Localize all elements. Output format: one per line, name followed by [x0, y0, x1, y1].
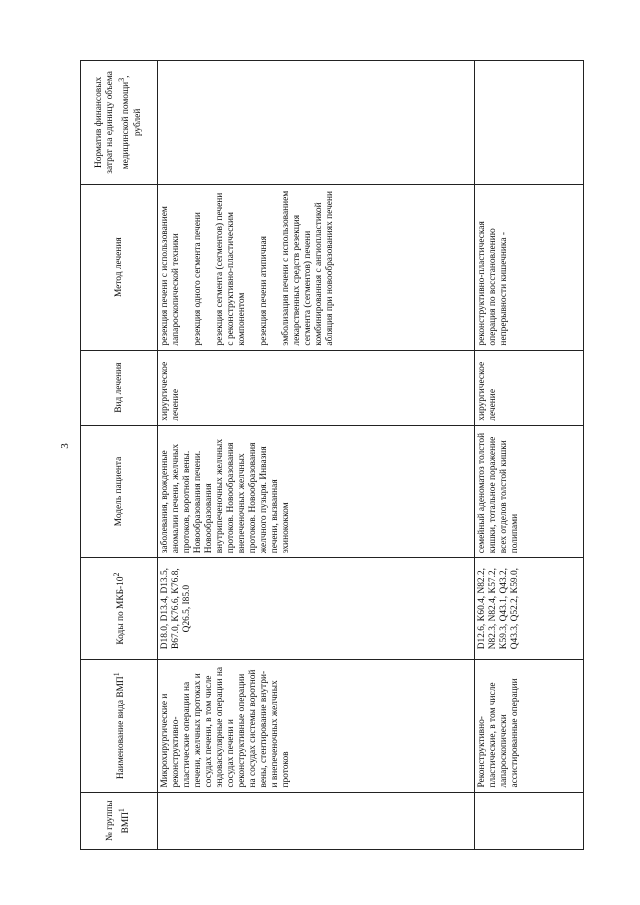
header-group-number: № группы ВМП$^1$	[81, 792, 158, 849]
table-row	[475, 61, 584, 850]
header-vmp-name: Наименование вида ВМП$^1$	[81, 659, 158, 792]
cell-treatment-method	[475, 184, 584, 350]
cell-treatment-method	[158, 184, 475, 350]
page-number: 3	[58, 443, 71, 449]
header-treatment-method: Метод лечения	[81, 184, 158, 350]
cell-treatment-type: хирургическое лечение	[158, 350, 475, 425]
cell-vmp-name: Реконструктивно-пластические, в том числе лапароскопически ассистированные операции	[475, 659, 584, 792]
method-item: резекция печени с использованием лапароскопической техники	[160, 206, 181, 346]
table-header-row	[81, 61, 158, 850]
cell-patient-model: заболевания, врожденные аномалии печени, желчных протоков, воротной вены. Новообразования печени. Новообразования внутрипеченочных желчных протоков. Новообразования внепеченочных желчных протоков. Новообразования желчного пузыря. Инвазия печени, вызванная эхинококком	[158, 425, 475, 558]
document-sheet	[80, 60, 625, 850]
header-icd-codes: Коды по МКБ-$10^2$	[81, 558, 158, 660]
cell-icd-codes: D12.6, K60.4, N82.2, N82.3, N82.4, K57.2, K59.3, Q43.1, Q43.2, Q43.3, Q52.2, K59.0,	[475, 558, 584, 660]
cell-vmp-name: Микрохирургические и реконструктивно-пластические операции на печени, желчных протоках и сосудах печени, в том числе эндоваскулярные операции на сосудах печени и реконструктивные операции на сосудах системы воротной вены, стентирование внутри- и внепеченочных желчных протоков	[158, 659, 475, 792]
method-item: резекция сегмента (сегментов) печени с реконструктивно-пластическим компонентом	[215, 192, 247, 346]
cell-treatment-type: хирургическое лечение	[475, 350, 584, 425]
cell-patient-model: семейный аденоматоз толстой кишки, тотальное поражение всех отделов толстой кишки полипами	[475, 425, 584, 558]
header-treatment-type: Вид лечения	[81, 350, 158, 425]
method-item: резекция одного сегмента печени	[193, 212, 203, 346]
cell-group-number	[475, 792, 584, 849]
cell-group-number	[158, 792, 475, 849]
method-item: резекция печени атипичная	[259, 236, 269, 346]
method-item: эмболизация печени с использованием лекарственных средств резекция сегмента (сегментов) печени комбинированная с ангиопластикой абляция при новообразованиях печени	[281, 190, 335, 346]
cell-cost-norm	[475, 61, 584, 185]
header-patient-model: Модель пациента	[81, 425, 158, 558]
header-cost-norm: Норматив финансовых затрат на единицу объема медицинской помощи$^3$, рублей	[81, 61, 158, 185]
table-row	[158, 61, 475, 850]
cell-icd-codes: D18.0, D13.4, D13.5, B67.0, K76.6, K76.8, Q26.5, I85.0	[158, 558, 475, 660]
cell-cost-norm	[158, 61, 475, 185]
vmp-table	[80, 60, 584, 850]
method-item: реконструктивно-пластическая операция по восстановлению непрерывности кишечника -	[477, 221, 509, 346]
